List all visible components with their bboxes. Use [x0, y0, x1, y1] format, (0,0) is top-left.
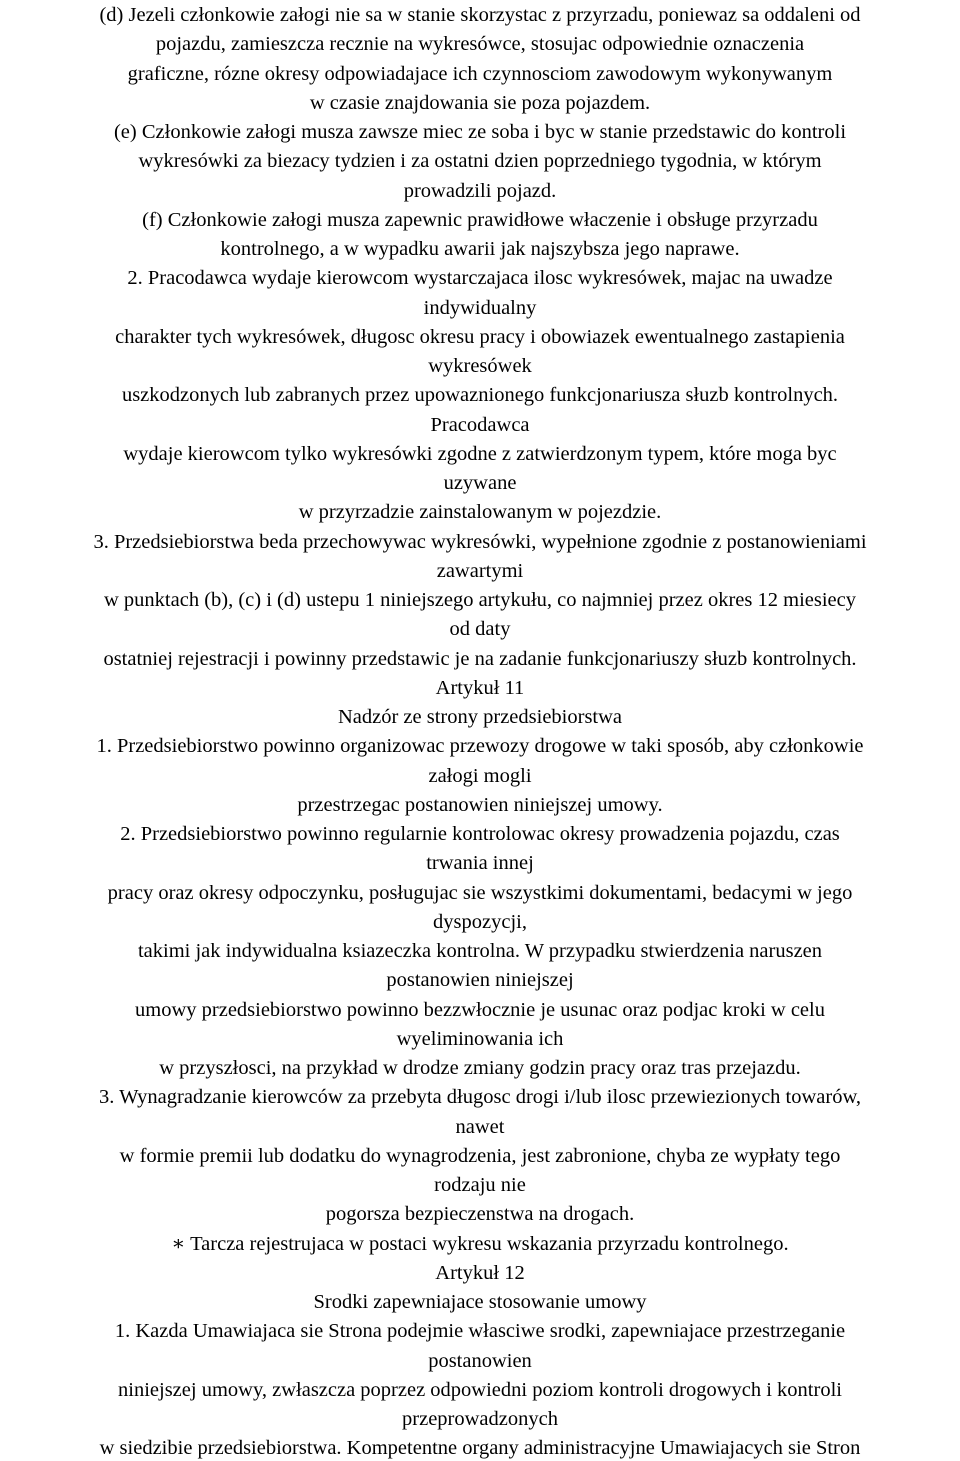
- text-line: (d) Jezeli członkowie załogi nie sa w stanie skorzystac z przyrzadu, poniewaz sa oddaleni od: [99, 4, 861, 26]
- text-line: 1. Kazda Umawiajaca sie Strona podejmie własciwe srodki, zapewniajace przestrzeganie: [114, 1320, 846, 1343]
- text-line: 1. Przedsiebiorstwo powinno organizowac przewozy drogowe w taki sposób, aby członkowie: [96, 735, 864, 758]
- text-line: dyspozycji,: [433, 910, 527, 933]
- text-line: pojazdu, zamieszcza recznie na wykresówce, stosujac odpowiednie oznaczenia: [155, 33, 805, 56]
- article-heading: Artykuł 12: [435, 1261, 525, 1284]
- text-line: Pracodawca: [430, 413, 530, 436]
- text-line: 3. Wynagradzanie kierowców za przebyta długosc drogi i/lub ilosc przewiezionych towarów,: [98, 1086, 862, 1109]
- text-line: umowy przedsiebiorstwo powinno bezzwłocznie je usunac oraz podjac kroki w celu: [135, 998, 825, 1021]
- footnote-line: ∗ Tarcza rejestrujaca w postaci wykresu wskazania przyrzadu kontrolnego.: [171, 1232, 789, 1255]
- text-line: przestrzegac postanowien niniejszej umowy.: [297, 793, 663, 816]
- text-line: ostatniej rejestracji i powinny przedstawic je na zadanie funkcjonariuszy słuzb kontrolnych.: [103, 647, 857, 670]
- text-line: w siedzibie przedsiebiorstwa. Kompetentne organy administracyjne Umawiajacych sie Stron: [99, 1437, 861, 1460]
- text-line: zawartymi: [436, 559, 524, 582]
- article-title: Nadzór ze strony przedsiebiorstwa: [337, 706, 623, 728]
- text-line: trwania innej: [426, 852, 534, 875]
- text-line: rodzaju nie: [434, 1174, 526, 1196]
- text-line: postanowien: [428, 1349, 532, 1372]
- text-line: pogorsza bezpieczenstwa na drogach.: [325, 1203, 635, 1226]
- text-line: w punktach (b), (c) i (d) ustepu 1 niniejszego artykułu, co najmniej przez okres 12 miesiecy: [104, 589, 856, 611]
- text-line: wykresówek: [428, 355, 532, 377]
- text-line: w przyszłosci, na przykład w drodze zmiany godzin pracy oraz tras przejazdu.: [159, 1057, 801, 1079]
- text-line: w czasie znajdowania sie poza pojazdem.: [309, 91, 651, 114]
- text-line: załogi mogli: [428, 764, 532, 787]
- text-line: postanowien niniejszej: [386, 969, 574, 992]
- text-line: w formie premii lub dodatku do wynagrodzenia, jest zabronione, chyba ze wypłaty tego: [119, 1144, 841, 1167]
- text-line: niniejszej umowy, zwłaszcza poprzez odpowiedni poziom kontroli drogowych i kontroli: [118, 1378, 842, 1401]
- text-line: kontrolnego, a w wypadku awarii jak najszybsza jego naprawe.: [220, 238, 740, 260]
- text-line: w przyrzadzie zainstalowanym w pojezdzie.: [298, 501, 662, 524]
- text-line: 2. Przedsiebiorstwo powinno regularnie kontrolowac okresy prowadzenia pojazdu, czas: [120, 823, 840, 845]
- text-line: takimi jak indywidualna ksiazeczka kontrolna. W przypadku stwierdzenia naruszen: [137, 940, 823, 962]
- text-line: 2. Pracodawca wydaje kierowcom wystarczajaca ilosc wykresówek, majac na uwadze: [127, 267, 833, 290]
- text-line: wyeliminowania ich: [396, 1027, 564, 1050]
- text-line: nawet: [455, 1115, 505, 1138]
- text-line: charakter tych wykresówek, długosc okresu pracy i obowiazek ewentualnego zastapienia: [115, 325, 845, 348]
- text-line: graficzne, rózne okresy odpowiadajace ich czynnosciom zawodowym wykonywanym: [127, 62, 833, 85]
- text-line: przeprowadzonych: [402, 1408, 558, 1430]
- text-line: uszkodzonych lub zabranych przez upowaznionego funkcjonariusza słuzb kontrolnych.: [121, 384, 839, 407]
- text-line: wykresówki za biezacy tydzien i za ostatni dzien poprzedniego tygodnia, w którym: [138, 150, 822, 173]
- text-line: indywidualny: [423, 296, 537, 319]
- text-line: od daty: [449, 618, 511, 641]
- article-title: Srodki zapewniajace stosowanie umowy: [313, 1291, 647, 1313]
- text-line: wydaje kierowcom tylko wykresówki zgodne z zatwierdzonym typem, które moga byc: [123, 442, 837, 465]
- text-line: (e) Członkowie załogi musza zawsze miec ze soba i byc w stanie przedstawic do kontroli: [113, 121, 847, 143]
- text-line: pracy oraz okresy odpoczynku, posługujac sie wszystkimi dokumentami, bedacymi w jego: [107, 881, 853, 904]
- text-line: 3. Przedsiebiorstwa beda przechowywac wykresówki, wypełnione zgodnie z postanowieniami: [93, 530, 867, 553]
- text-line: prowadzili pojazd.: [403, 179, 557, 202]
- text-line: (f) Członkowie załogi musza zapewnic prawidłowe właczenie i obsługe przyrzadu: [142, 208, 818, 231]
- article-heading: Artykuł 11: [435, 676, 525, 699]
- text-line: uzywane: [443, 472, 517, 494]
